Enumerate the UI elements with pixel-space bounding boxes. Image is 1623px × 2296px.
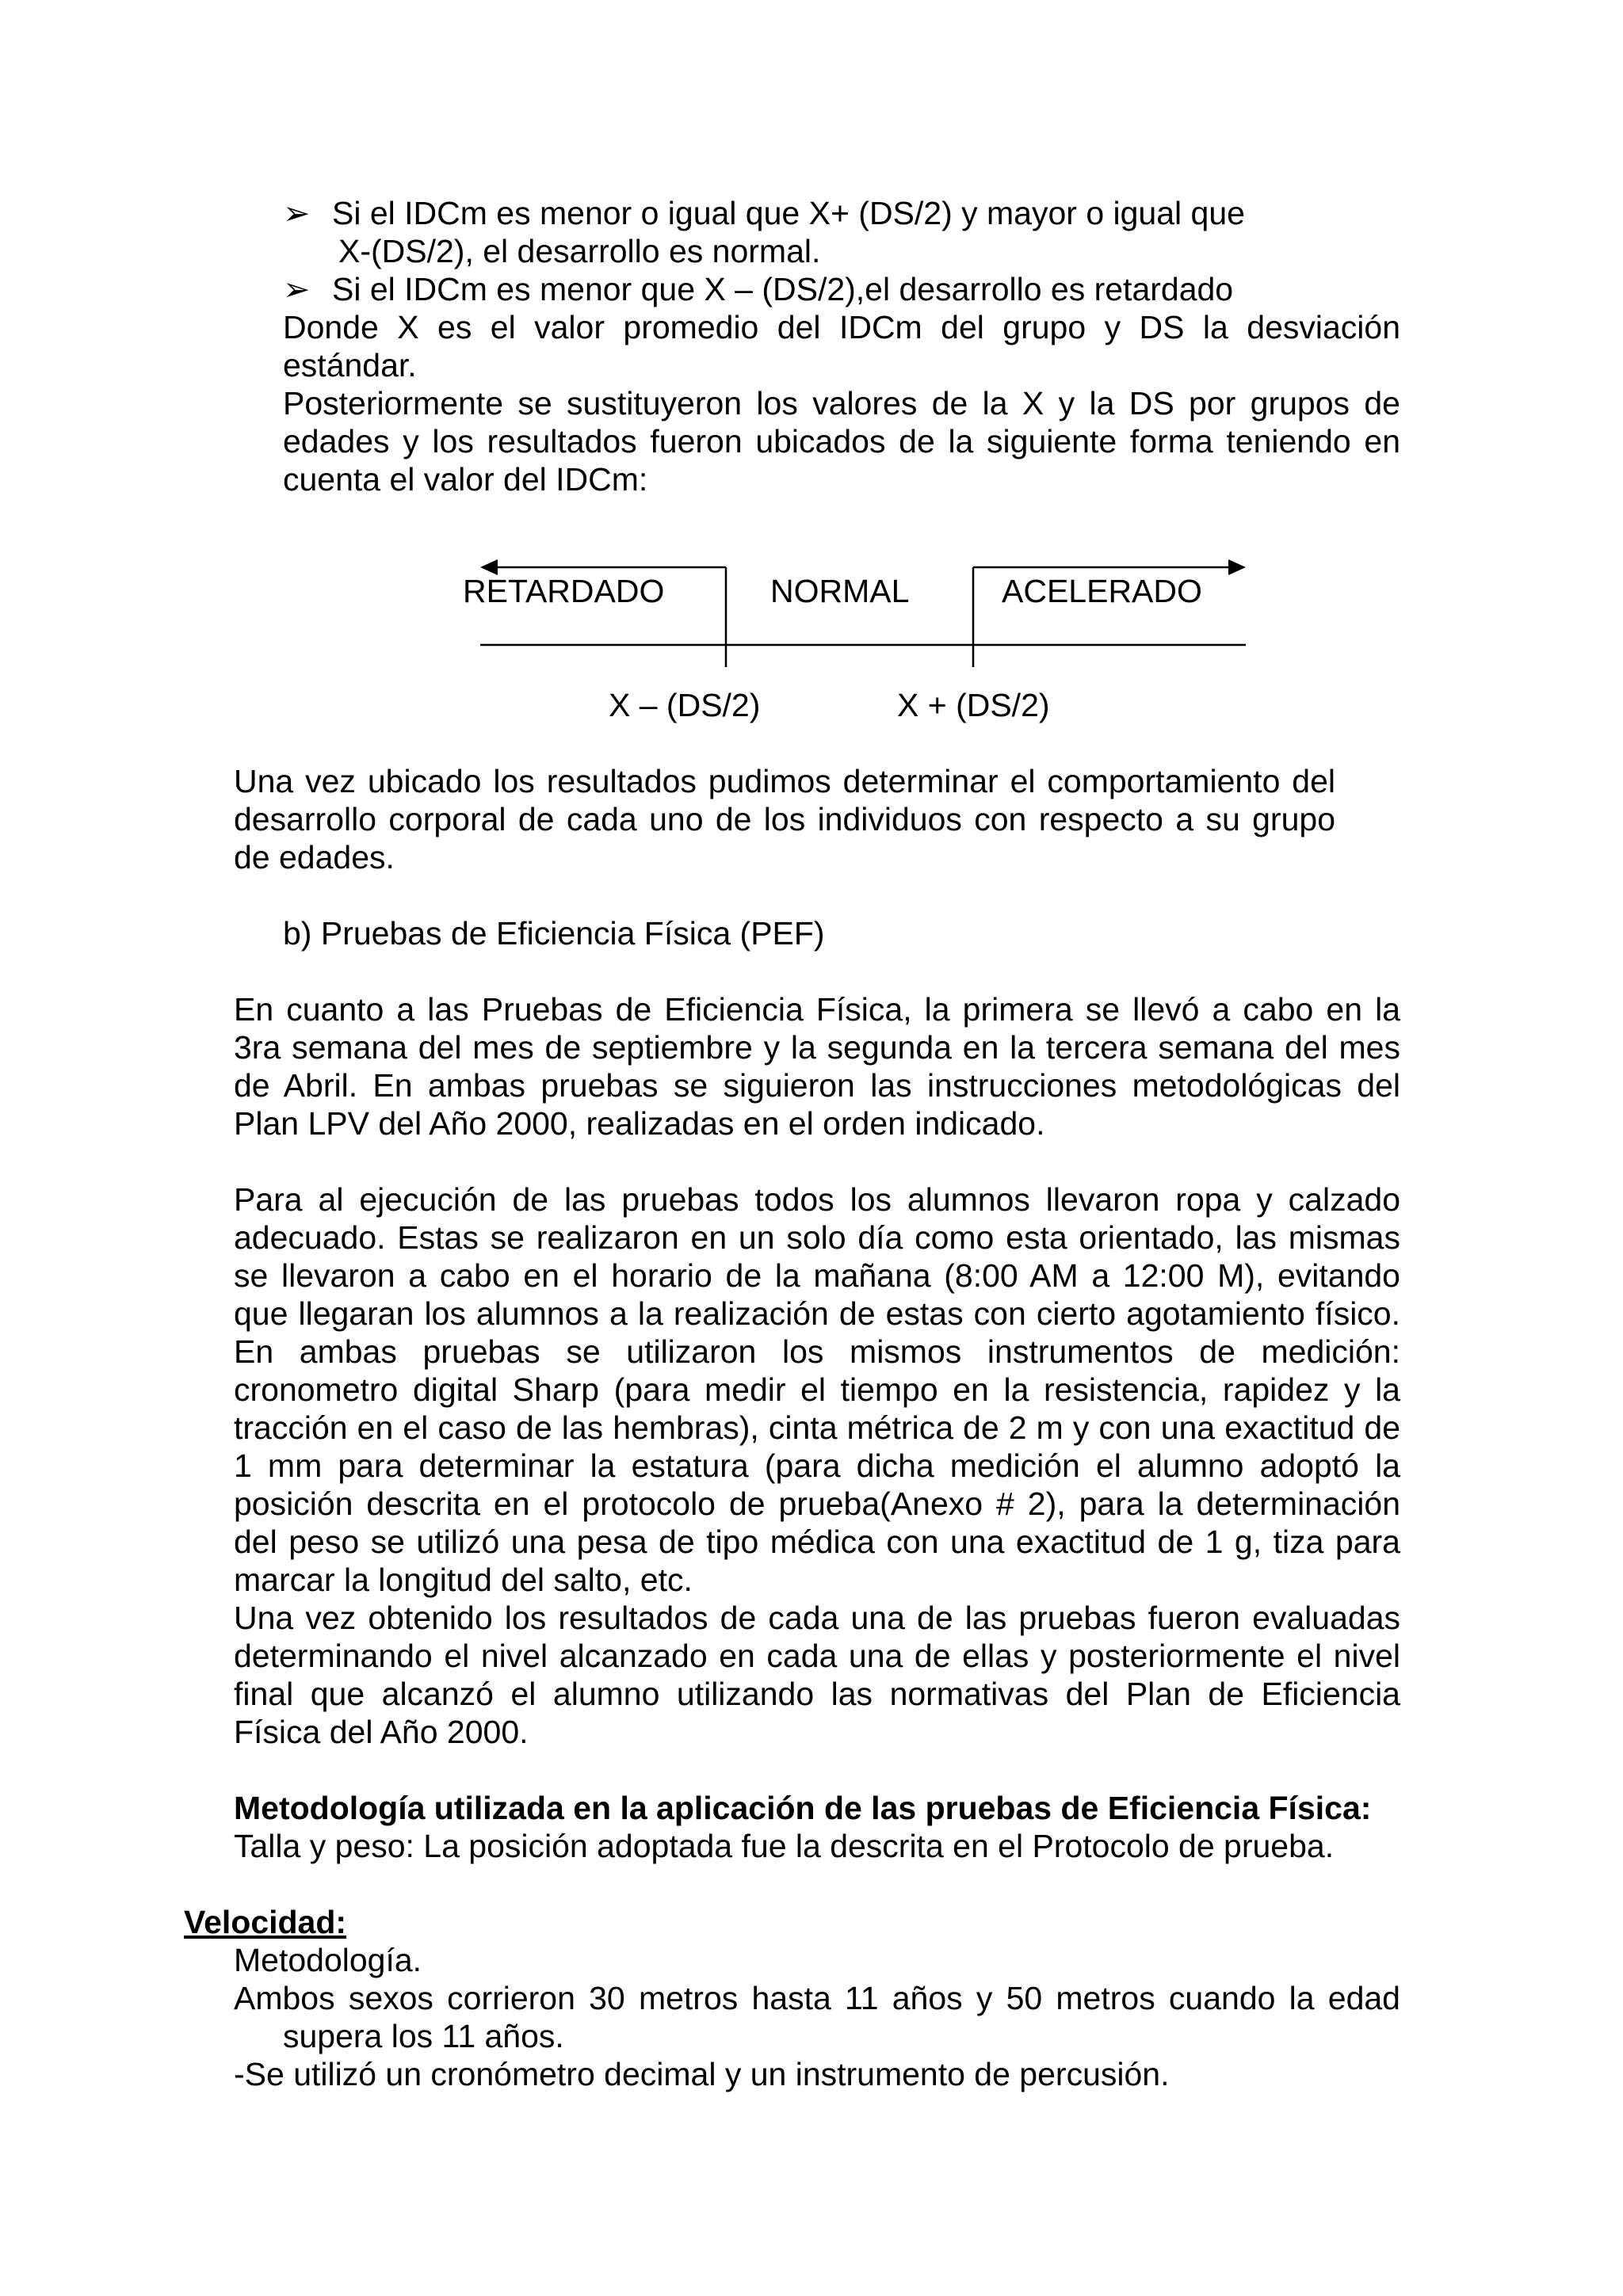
- bullet-text-line2: X-(DS/2), el desarrollo es normal.: [338, 233, 821, 269]
- line-ambos-sexos-1: Ambos sexos corrieron 30 metros hasta 11 años y 50 metros cuando la edad: [234, 1980, 1400, 2016]
- line-ambos-sexos-2: supera los 11 años.: [283, 2018, 564, 2054]
- bullet-text-line1: Si el IDCm es menor que X – (DS/2),el desarrollo es retardado: [332, 271, 1234, 307]
- paragraph-pef: En cuanto a las Pruebas de Eficiencia Física, la primera se llevó a cabo en la 3ra semana del mes de septiembre y la segunda en la tercera semana del mes de Abril. En ambas pruebas se siguieron las instrucciones metodológicas del Plan LPV del Año 2000, realizadas en el orden indicado.: [234, 991, 1400, 1142]
- line-cronometro: -Se utilizó un cronómetro decimal y un instrumento de percusión.: [234, 2056, 1170, 2092]
- bullet-item-normal: [283, 194, 1392, 270]
- bullet-item-retardado: [283, 270, 1392, 308]
- label-normal: NORMAL: [770, 573, 910, 609]
- arrow-bullet-icon: ➢: [283, 195, 311, 231]
- heading-metodologia: Metodología utilizada en la aplicación de las pruebas de Eficiencia Física:: [234, 1790, 1372, 1826]
- label-retardado: RETARDADO: [463, 573, 665, 609]
- bullet-text-line1: Si el IDCm es menor o igual que X+ (DS/2) y mayor o igual que: [332, 195, 1245, 231]
- line-talla-peso: Talla y peso: La posición adoptada fue la descrita en el Protocolo de prueba.: [234, 1828, 1335, 1864]
- right-arrowhead-icon: [1228, 559, 1246, 575]
- line-metodologia: Metodología.: [234, 1942, 422, 1978]
- heading-velocidad: Velocidad:: [184, 1904, 347, 1940]
- label-right-threshold: X + (DS/2): [897, 687, 1050, 723]
- section-heading-pef: b) Pruebas de Eficiencia Física (PEF): [283, 915, 825, 952]
- development-scale-diagram: [452, 547, 1260, 737]
- paragraph-donde: Donde X es el valor promedio del IDCm del grupo y DS la desviación estándar.: [283, 309, 1400, 383]
- paragraph-ejecucion: Para al ejecución de las pruebas todos los alumnos llevaron ropa y calzado adecuado. Estas se realizaron en un solo día como esta orientado, las mismas se llevaron a cabo en el horario de la mañana (8:00 AM a 12:00 M), evitando que llegaran los alumnos a la realización de estas con cierto agotamiento físico. En ambas pruebas se utilizaron los mismos instrumentos de medición: cronometro digital Sharp (para medir el tiempo en la resistencia, rapidez y la tracción en el caso de las hembras), cinta métrica de 2 m y con una exactitud de 1 mm para determinar la estatura (para dicha medición el alumno adoptó la posición descrita en el protocolo de prueba(Anexo # 2), para la determinación del peso se utilizó una pesa de tipo médica con una exactitud de 1 g, tiza para marcar la longitud del salto, etc.: [234, 1181, 1400, 1598]
- paragraph-posteriormente: Posteriormente se sustituyeron los valores de la X y la DS por grupos de edades y los resultados fueron ubicados de la siguiente forma teniendo en cuenta el valor del IDCm:: [283, 385, 1400, 498]
- paragraph-obtenido: Una vez obtenido los resultados de cada una de las pruebas fueron evaluadas determinando el nivel alcanzado en cada una de ellas y posteriormente el nivel final que alcanzó el alumno utilizando las normativas del Plan de Eficiencia Física del Año 2000.: [234, 1600, 1400, 1750]
- paragraph-ubicado: Una vez ubicado los resultados pudimos determinar el comportamiento del desarrollo corporal de cada uno de los individuos con respecto a su grupo de edades.: [234, 763, 1335, 875]
- arrow-bullet-icon: ➢: [283, 271, 311, 307]
- label-acelerado: ACELERADO: [1002, 573, 1202, 609]
- label-left-threshold: X – (DS/2): [609, 687, 761, 723]
